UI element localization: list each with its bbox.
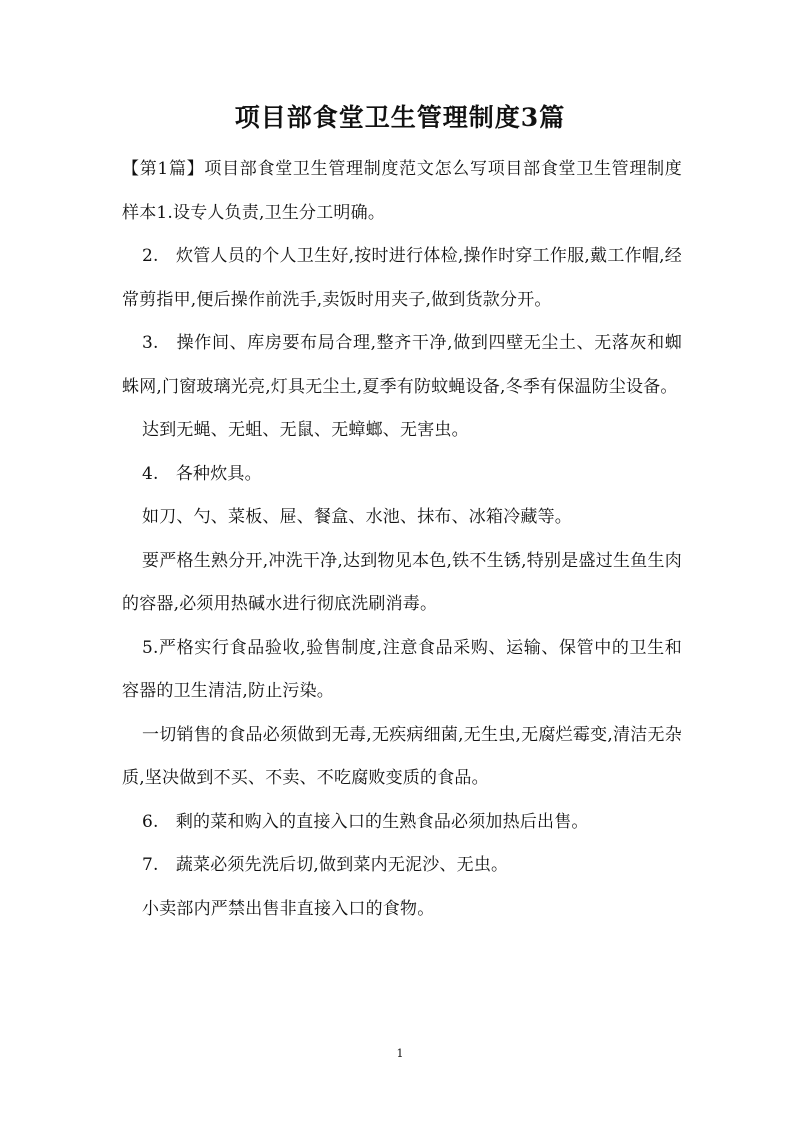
paragraph: 7. 蔬菜必须先洗后切,做到菜内无泥沙、无虫。 [142,855,509,875]
paragraph: 要严格生熟分开,冲洗干净,达到物见本色,铁不生锈,特别是盛过生鱼生肉的容器,必须用热碱水进行彻底洗刷消毒。 [122,550,682,614]
paragraph: 一切销售的食品必须做到无毒,无疾病细菌,无生虫,无腐烂霉变,清洁无杂质,坚决做到不买、不卖、不吃腐败变质的食品。 [122,724,682,788]
document-title: 项目部食堂卫生管理制度3篇 [234,103,566,132]
paragraph: 小卖部内严禁出售非直接入口的食物。 [142,898,435,919]
paragraph: 5.严格实行食品验收,验售制度,注意食品采购、运输、保管中的卫生和容器的卫生清洁,防止污染。 [122,637,682,701]
page-number: 1 [396,1047,404,1060]
paragraph: 达到无蝇、无蛆、无鼠、无蟑螂、无害虫。 [142,420,469,440]
paragraph: 2. 炊管人员的个人卫生好,按时进行体检,操作时穿工作服,戴工作帽,经常剪指甲,便后操作前洗手,卖饭时用夹子,做到货款分开。 [122,246,682,310]
paragraph: 4. 各种炊具。 [142,463,262,484]
paragraph: 6. 剩的菜和购入的直接入口的生熟食品必须加热后出售。 [142,811,589,832]
paragraph: 如刀、勺、菜板、屉、餐盒、水池、抹布、冰箱冷藏等。 [142,507,572,527]
paragraph: 【第1篇】项目部食堂卫生管理制度范文怎么写项目部食堂卫生管理制度样本1.设专人负责,卫生分工明确。 [122,159,682,223]
paragraph: 3. 操作间、库房要布局合理,整齐干净,做到四壁无尘土、无落灰和蜘蛛网,门窗玻璃光亮,灯具无尘土,夏季有防蚊蝇设备,冬季有保温防尘设备。 [122,333,682,397]
document-body [122,148,682,931]
